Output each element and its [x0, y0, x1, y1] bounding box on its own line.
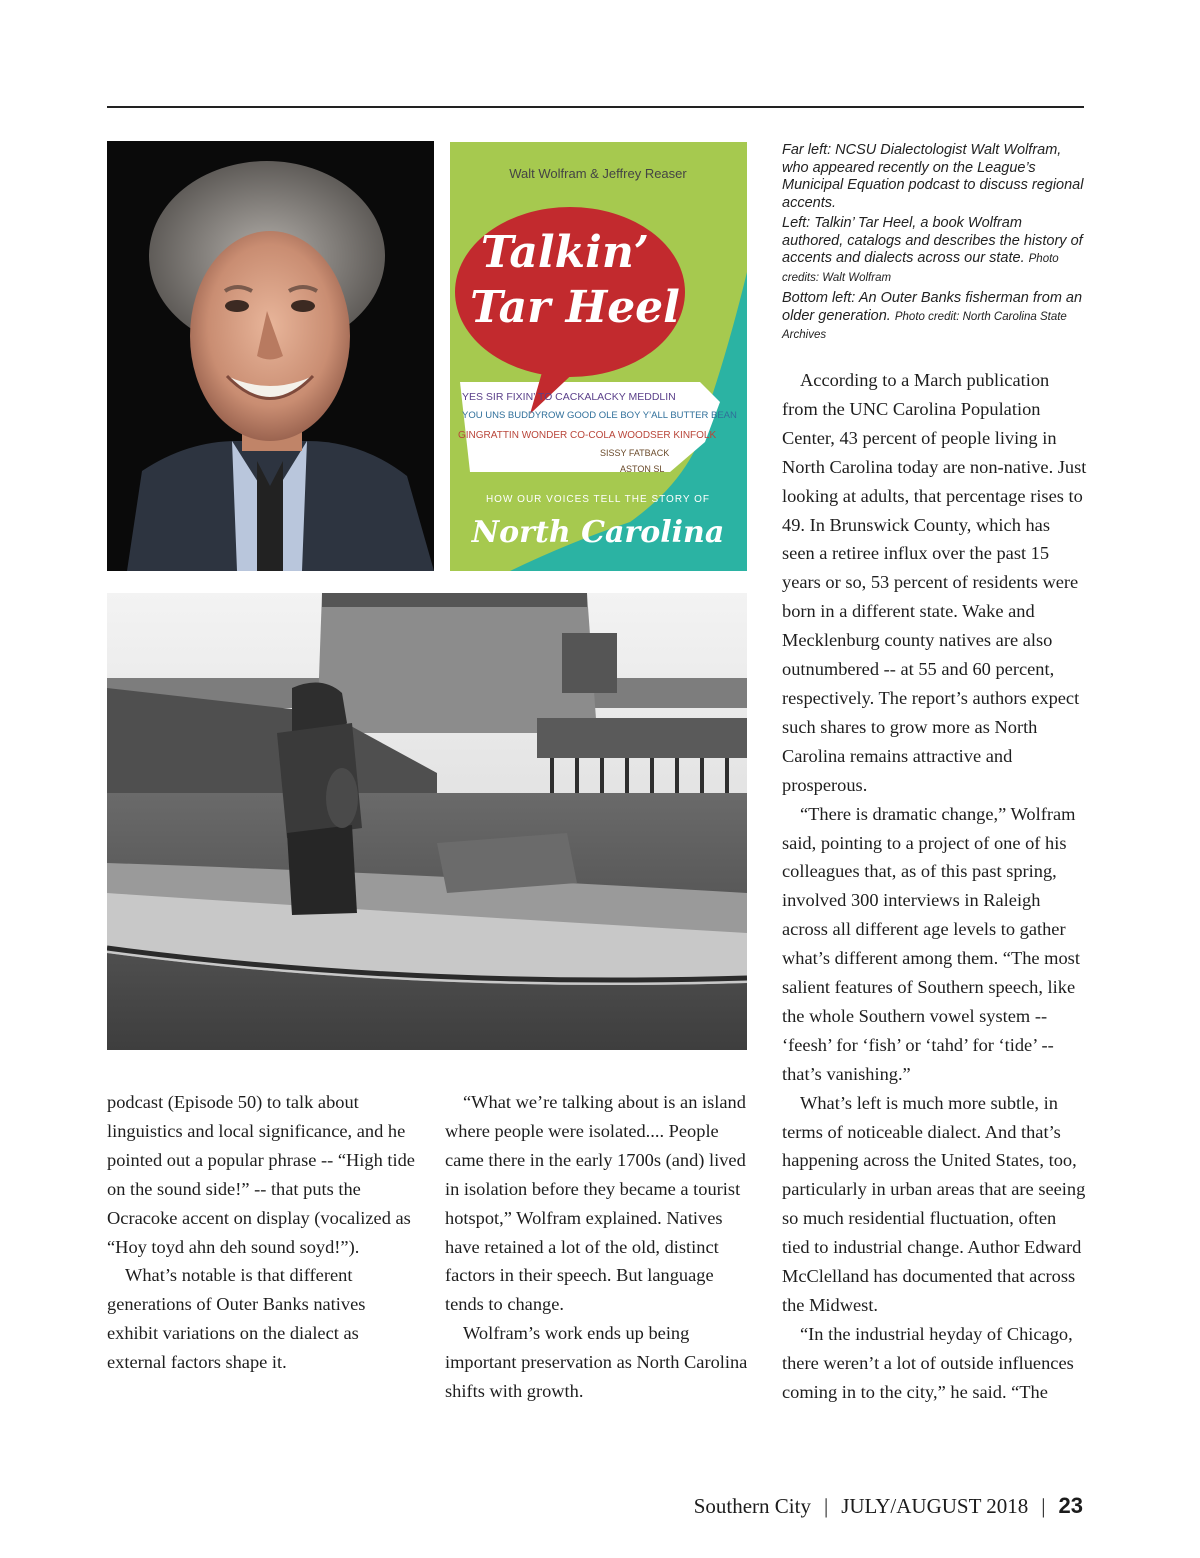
caption-far-left: Far left: NCSU Dialectologist Walt Wolfram, who appeared recently on the League’s Municipal Equation podcast to discuss regional accents.: [782, 142, 1084, 211]
article-column-right: [782, 366, 1087, 1407]
page-number: 23: [1058, 1493, 1083, 1518]
caption-left-credit: Photo credits: Walt Wolfram: [782, 253, 1059, 284]
fisherman-photo: [107, 593, 747, 1050]
book-cover-authors: Walt Wolfram & Jeffrey Reaser: [509, 166, 687, 181]
page-footer: [694, 1493, 1083, 1519]
paragraph: “In the industrial heyday of Chicago, there weren’t a lot of outside influences coming in to the city,” he said. “The: [782, 1323, 1074, 1402]
book-cover-dialect-words: YOU UNS BUDDYROW GOOD OLE BOY Y’ALL BUTTER BEAN: [462, 410, 737, 421]
photo-caption: [782, 142, 1087, 348]
caption-bottom-left-credit: Photo credit: North Carolina State Archives: [782, 310, 1067, 341]
book-cover-state: North Carolina: [471, 515, 725, 550]
article-column-middle: [445, 1088, 755, 1406]
book-cover-talkin-tar-heel: [450, 142, 747, 571]
magazine-name: Southern City: [693, 1494, 811, 1518]
paragraph: podcast (Episode 50) to talk about linguistics and local significance, and he pointed out a popular phrase -- “High tide on the sound side!” -- that puts the Ocracoke accent on display (vocalized as “Hoy toyd ahn deh sound soyd!”).: [107, 1092, 415, 1257]
portrait-photo-walt-wolfram: [107, 141, 434, 571]
issue-date: JULY/AUGUST 2018: [841, 1494, 1029, 1518]
book-cover-dialect-words: YES SIR FIXIN’ TO CACKALACKY MEDDLIN: [462, 391, 676, 403]
paragraph: Wolfram’s work ends up being important preservation as North Carolina shifts with growth.: [445, 1323, 748, 1402]
book-cover-title-line2: Tar Heel: [470, 282, 680, 333]
book-cover-dialect-words: SISSY FATBACK: [600, 448, 670, 458]
paragraph: According to a March publication from the UNC Carolina Population Center, 43 percent of people living in North Carolina today are non-native. Just looking at adults, that percentage rises to 49. In Brunswick County, which has seen a retiree influx over the past 15 years or so, 53 percent of residents were born in a different state. Wake and Mecklenburg county natives are also outnumbered -- at 55 and 60 percent, respectively. The report’s authors expect such shares to grow more as North Carolina remains attractive and prosperous.: [782, 370, 1087, 795]
book-cover-subtitle: HOW OUR VOICES TELL THE STORY OF: [485, 494, 711, 505]
book-cover-title-line1: Talkin’: [480, 227, 650, 278]
paragraph: What’s left is much more subtle, in terms of noticeable dialect. And that’s happening across the United States, too, particularly in urban areas that are seeing so much residential fluctuation, often tied to industrial change. Author Edward McClelland has documented that across the Midwest.: [782, 1092, 1086, 1315]
book-cover-dialect-words: ASTON SL: [620, 464, 665, 474]
book-cover-dialect-words: GINGRATTIN WONDER CO-COLA WOODSER KINFOLK: [458, 430, 717, 441]
paragraph: What’s notable is that different generations of Outer Banks natives exhibit variations on the dialect as external factors shape it.: [107, 1265, 366, 1373]
article-column-left: [107, 1088, 417, 1377]
footer-separator: |: [1041, 1494, 1046, 1518]
caption-bottom-left: Bottom left: An Outer Banks fisherman from an older generation.: [782, 290, 1083, 324]
caption-left: Left: Talkin’ Tar Heel, a book Wolfram authored, catalogs and describes the history of accents and dialects across our state.: [782, 215, 1083, 266]
footer-separator: |: [823, 1494, 829, 1518]
paragraph: “What we’re talking about is an island where people were isolated.... People came there in the early 1700s (and) lived in isolation before they became a tourist hotspot,” Wolfram explained. Natives have retained a lot of the old, distinct factors in their speech. But language tends to change.: [445, 1092, 746, 1315]
header-rule: [107, 106, 1084, 108]
paragraph: “There is dramatic change,” Wolfram said, pointing to a project of one of his colleagues that, as of this past spring, involved 300 interviews in Raleigh across all different age levels to gather what’s different among them. “The most salient features of Southern speech, like the whole Southern vowel system -- ‘feesh’ for ‘fish’ or ‘tahd’ for ‘tide’ -- that’s vanishing.”: [782, 803, 1080, 1084]
